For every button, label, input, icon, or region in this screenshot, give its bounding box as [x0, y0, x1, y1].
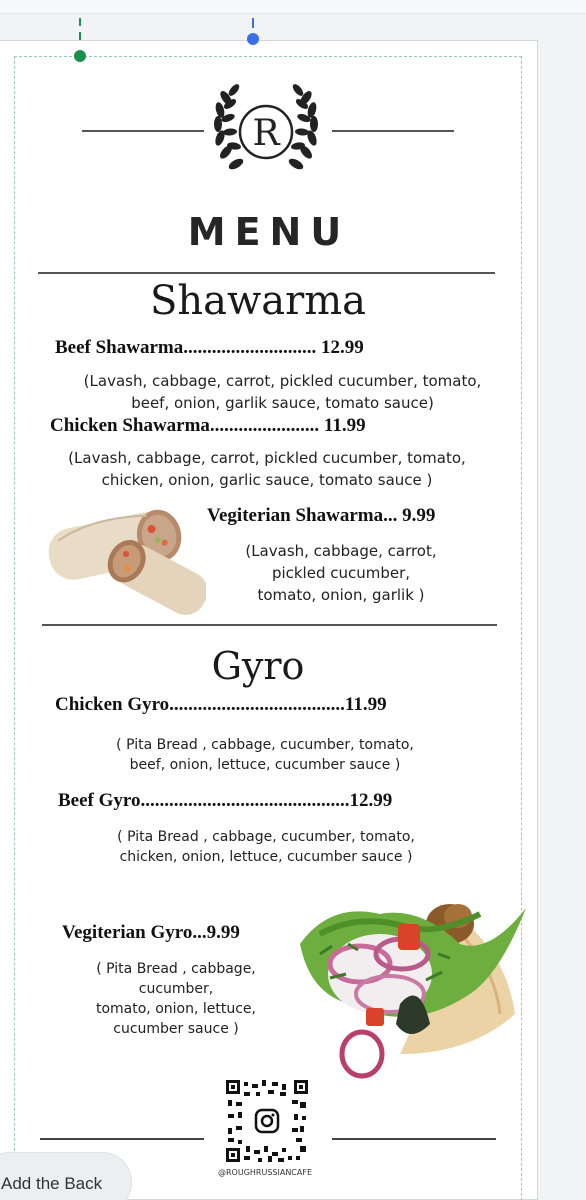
desc-line: ( Pita Bread , cabbage, cucumber, tomato,	[117, 829, 415, 845]
desc-line: chicken, onion, garlic sauce, tomato sauce )	[101, 471, 433, 489]
add-the-back-button[interactable]	[0, 1152, 132, 1200]
shawarma-heading: Shawarma	[150, 278, 366, 324]
desc-line: beef, onion, garlik sauce, tomato sauce)	[131, 394, 434, 412]
menu-item-beef-shawarma: Beef Shawarma............................ 12.99	[55, 337, 364, 358]
menu-desc-beef-shawarma	[40, 370, 525, 414]
desc-line: tomato, onion, lettuce,	[95, 1001, 256, 1017]
menu-desc-vegiterian-shawarma	[220, 540, 462, 606]
resize-handle-blue[interactable]	[247, 33, 259, 45]
menu-item-vegiterian-gyro: Vegiterian Gyro...9.99	[62, 922, 240, 943]
divider-middle	[42, 624, 497, 626]
gyro-heading: Gyro	[211, 644, 305, 688]
instagram-handle: @ROUGHRUSSIANCAFE	[217, 1168, 313, 1177]
menu-item-vegiterian-shawarma: Vegiterian Shawarma... 9.99	[207, 505, 436, 526]
desc-line: (Lavash, cabbage, carrot,	[245, 542, 437, 560]
menu-desc-chicken-shawarma	[28, 447, 506, 491]
desc-line: cucumber,	[138, 981, 214, 997]
guide-tick-green-2	[79, 32, 81, 40]
footer-line-left	[40, 1138, 204, 1140]
menu-item-beef-gyro: Beef Gyro............................................12.99	[58, 790, 393, 811]
menu-item-chicken-gyro: Chicken Gyro.....................................11.99	[55, 694, 387, 715]
guide-tick-blue	[252, 18, 254, 28]
desc-line: (Lavash, cabbage, carrot, pickled cucumber, tomato,	[68, 449, 466, 467]
desc-line: cucumber sauce )	[113, 1021, 239, 1037]
logo-line-left	[82, 130, 204, 132]
desc-line: chicken, onion, lettuce, cucumber sauce )	[119, 849, 413, 865]
gyro-photo	[290, 884, 532, 1084]
logo-line-right	[332, 130, 454, 132]
laurel-logo-icon	[206, 78, 326, 182]
desc-line: pickled cucumber,	[271, 564, 411, 582]
guide-tick-green	[79, 18, 81, 26]
divider-top	[38, 272, 495, 274]
desc-line: beef, onion, lettuce, cucumber sauce )	[129, 757, 401, 773]
menu-title: MENU	[187, 210, 351, 254]
footer-line-right	[332, 1138, 496, 1140]
editor-top-bar	[0, 0, 586, 14]
shawarma-photo	[40, 500, 206, 618]
qr-code-instagram	[226, 1080, 308, 1162]
menu-item-chicken-shawarma: Chicken Shawarma....................... 11.99	[50, 415, 366, 436]
desc-line: tomato, onion, garlik )	[257, 586, 425, 604]
resize-handle-green[interactable]	[74, 50, 86, 62]
desc-line: ( Pita Bread , cabbage,	[96, 961, 256, 977]
desc-line: (Lavash, cabbage, carrot, pickled cucumber, tomato,	[83, 372, 482, 390]
menu-desc-chicken-gyro	[70, 735, 460, 775]
menu-desc-vegiterian-gyro	[66, 959, 286, 1039]
add-the-back-label: Add the Back	[1, 1174, 103, 1193]
menu-desc-beef-gyro	[66, 827, 466, 867]
svg-text:R: R	[252, 113, 280, 154]
desc-line: ( Pita Bread , cabbage, cucumber, tomato,	[116, 737, 414, 753]
